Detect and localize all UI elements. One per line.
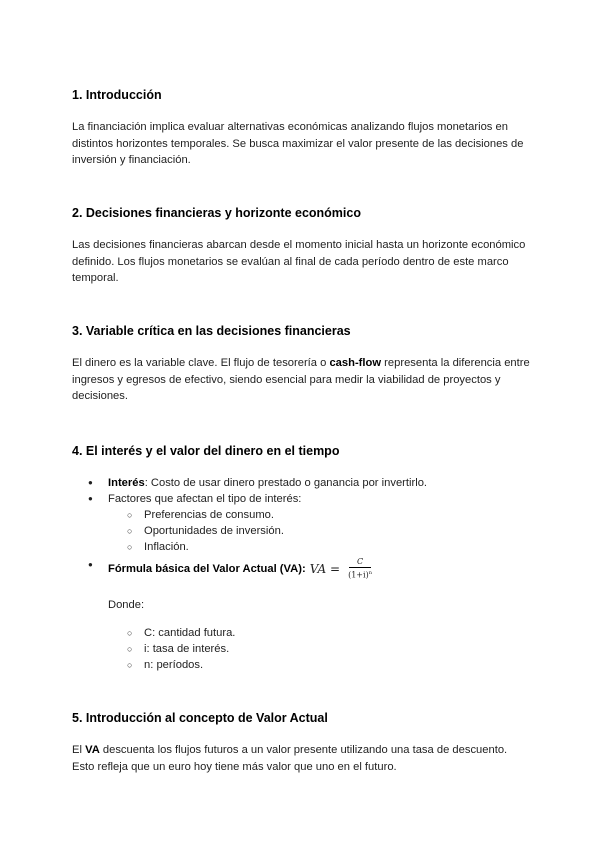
list-item: ○ C: cantidad futura. xyxy=(72,625,532,641)
section-paragraph xyxy=(72,355,532,405)
formula-lhs: VA = xyxy=(309,561,341,576)
list-item-text: Factores que afectan el tipo de interés: xyxy=(108,493,302,505)
bullet-list xyxy=(72,557,532,581)
list-item-formula xyxy=(72,557,532,581)
list-item-text: : Costo de usar dinero prestado o ganancia por invertirlo. xyxy=(144,477,428,489)
list-item-factores xyxy=(72,491,532,507)
list-item: ○ i: tasa de interés. xyxy=(72,641,532,657)
text-run: representa la diferencia entre ingresos y egresos de efectivo, siendo esencial para medir la viabilidad de proyectos y decisiones. xyxy=(72,357,530,402)
list-item: ○ Oportunidades de inversión. xyxy=(72,523,532,539)
text-run: descuenta los flujos futuros a un valor presente utilizando una tasa de descuento. Esto refleja que un euro hoy tiene más valor que uno en el futuro. xyxy=(72,744,508,773)
section-paragraph xyxy=(72,742,532,775)
section-variable-critica xyxy=(72,323,532,405)
list-item-interes xyxy=(72,475,532,491)
section-paragraph: Las decisiones financieras abarcan desde el momento inicial hasta un horizonte económico definido. Los flujos monetarios se evalúan al final de cada período dentro de este marco temporal. xyxy=(72,239,526,284)
formula-fraction xyxy=(348,557,372,581)
formula-row xyxy=(108,557,532,581)
formula-exponent: n xyxy=(368,570,372,576)
sub-bullet-list xyxy=(72,507,532,555)
section-heading: 4. El interés y el valor del dinero en el tiempo xyxy=(72,444,340,458)
section-heading: 3. Variable crítica en las decisiones financieras xyxy=(72,324,351,338)
sub-bullet-list xyxy=(72,625,532,673)
section-paragraph: La financiación implica evaluar alternativas económicas analizando flujos monetarios en distintos horizontes temporales. Se busca maximizar el valor presente de las decisiones de inversión y financiación. xyxy=(72,121,524,166)
text-run: El dinero es la variable clave. El flujo de tesorería o xyxy=(72,357,330,369)
formula-numerator: C xyxy=(349,557,371,568)
text-run: El xyxy=(72,744,86,756)
section-introduccion xyxy=(72,87,532,169)
section-heading: 5. Introducción al concepto de Valor Actual xyxy=(72,711,328,725)
donde-label: Donde: xyxy=(108,598,145,611)
list-item: ○ n: períodos. xyxy=(72,657,532,673)
bold-term-va: VA xyxy=(85,744,100,756)
section-interes-valor-dinero xyxy=(72,443,532,673)
bold-term-cash-flow: cash-flow xyxy=(329,357,382,369)
formula-denominator xyxy=(348,568,372,581)
section-heading: 1. Introducción xyxy=(72,88,162,102)
section-valor-actual xyxy=(72,710,532,775)
list-item: ○ Inflación. xyxy=(72,539,532,555)
section-heading: 2. Decisiones financieras y horizonte económico xyxy=(72,206,361,220)
bold-term-interes: Interés xyxy=(108,477,145,489)
bullet-list xyxy=(72,475,532,507)
formula-label: ● Fórmula básica del Valor Actual (VA): xyxy=(108,562,306,575)
section-decisiones-financieras xyxy=(72,205,532,287)
formula-denominator-base: (1+i) xyxy=(348,570,369,580)
list-item: ○ Preferencias de consumo. xyxy=(72,507,532,523)
